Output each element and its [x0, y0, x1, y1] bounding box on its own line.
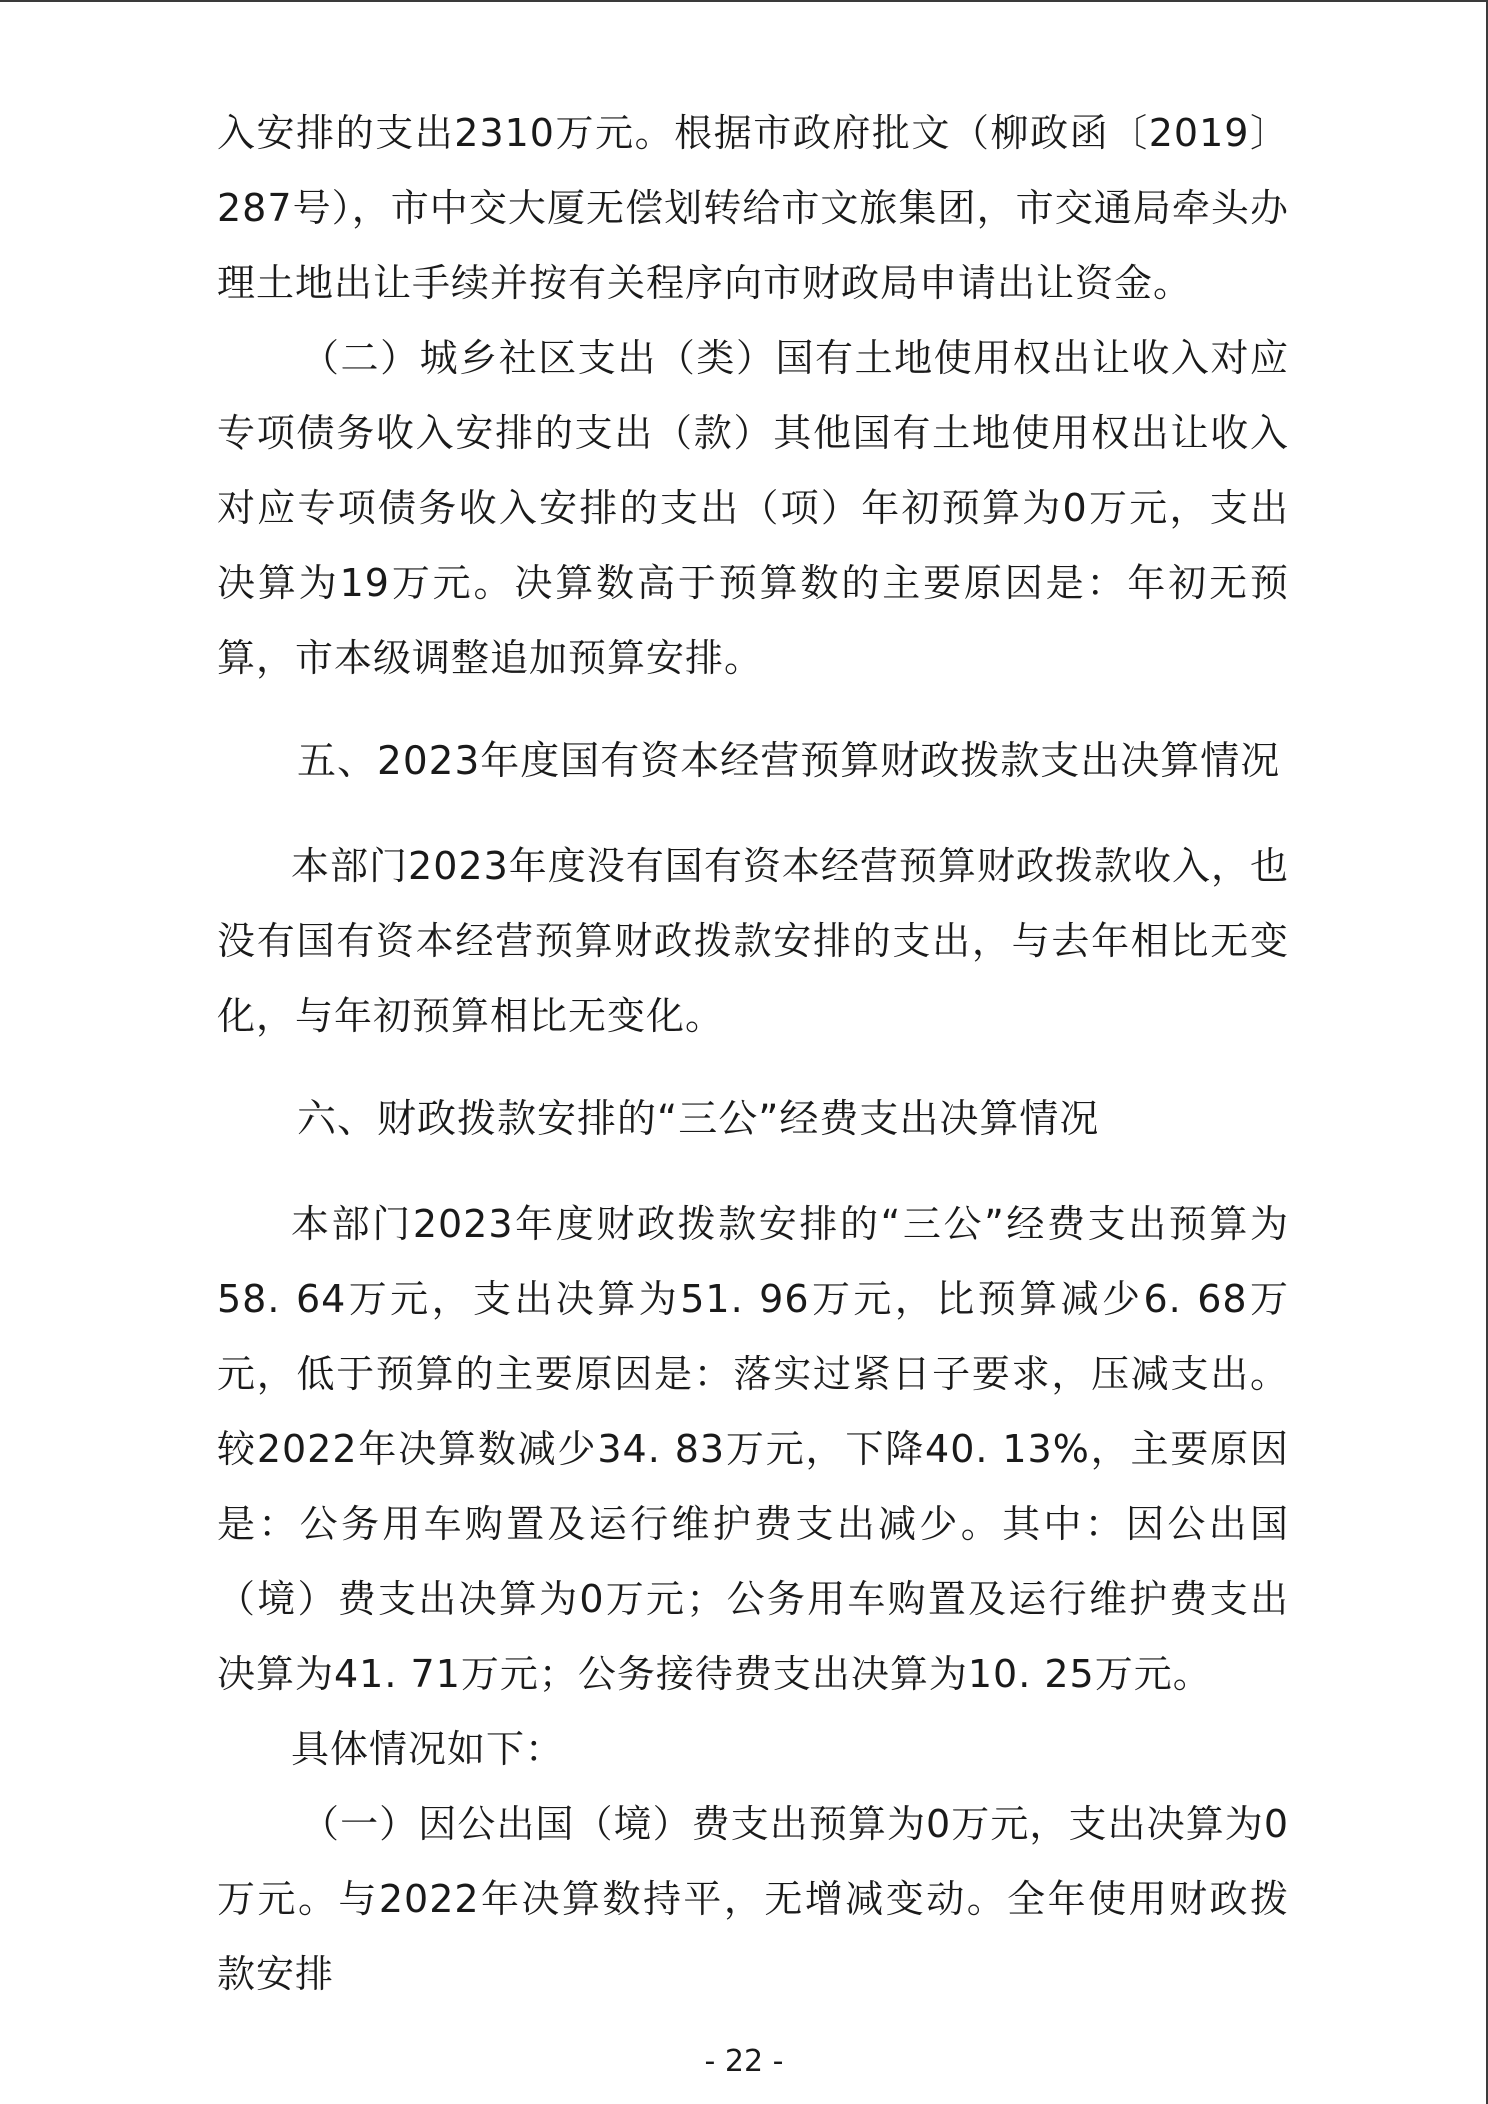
document-body	[217, 96, 1289, 2012]
paragraph-urban-rural-expenditure: （二）城乡社区支出（类）国有土地使用权出让收入对应专项债务收入安排的支出（款）其他国有土地使用权出让收入对应专项债务收入安排的支出（项）年初预算为0万元，支出决算为19万元。决算数高于预算数的主要原因是：年初无预算，市本级调整追加预算安排。	[217, 336, 1289, 680]
section-six	[217, 1082, 1289, 1157]
page-number: - 22 -	[704, 2044, 784, 2079]
section-heading-five: 五、2023年度国有资本经营预算财政拨款支出决算情况	[297, 739, 1281, 784]
paragraph-land-transfer: 入安排的支出2310万元。根据市政府批文（柳政函〔2019〕287号），市中交大厦无偿划转给市文旅集团，市交通局牵头办理土地出让手续并按有关程序向市财政局申请出让资金。	[217, 111, 1289, 305]
section-five	[217, 724, 1289, 799]
section-heading-six: 六、财政拨款安排的“三公”经费支出决算情况	[297, 1097, 1100, 1142]
paragraph-details-intro: 具体情况如下：	[291, 1727, 565, 1771]
paragraph-three-public-expenses: 本部门2023年度财政拨款安排的“三公”经费支出预算为58. 64万元，支出决算为51. 96万元，比预算减少6. 68万元，低于预算的主要原因是：落实过紧日子要求，压减支出。较2022年决算数减少34. 83万元，下降40. 13%，主要原因是：公务用车购置及运行维护费支出减少。其中：因公出国（境）费支出决算为0万元；公务用车购置及运行维护费支出决算为41. 71万元；公务接待费支出决算为10. 25万元。	[217, 1202, 1289, 1696]
paragraph-overseas-travel: （一）因公出国（境）费支出预算为0万元，支出决算为0万元。与2022年决算数持平，无增减变动。全年使用财政拨款安排	[217, 1802, 1289, 1996]
page-top-border	[0, 0, 1488, 2]
paragraph-state-capital: 本部门2023年度没有国有资本经营预算财政拨款收入，也没有国有资本经营预算财政拨款安排的支出，与去年相比无变化，与年初预算相比无变化。	[217, 844, 1289, 1038]
